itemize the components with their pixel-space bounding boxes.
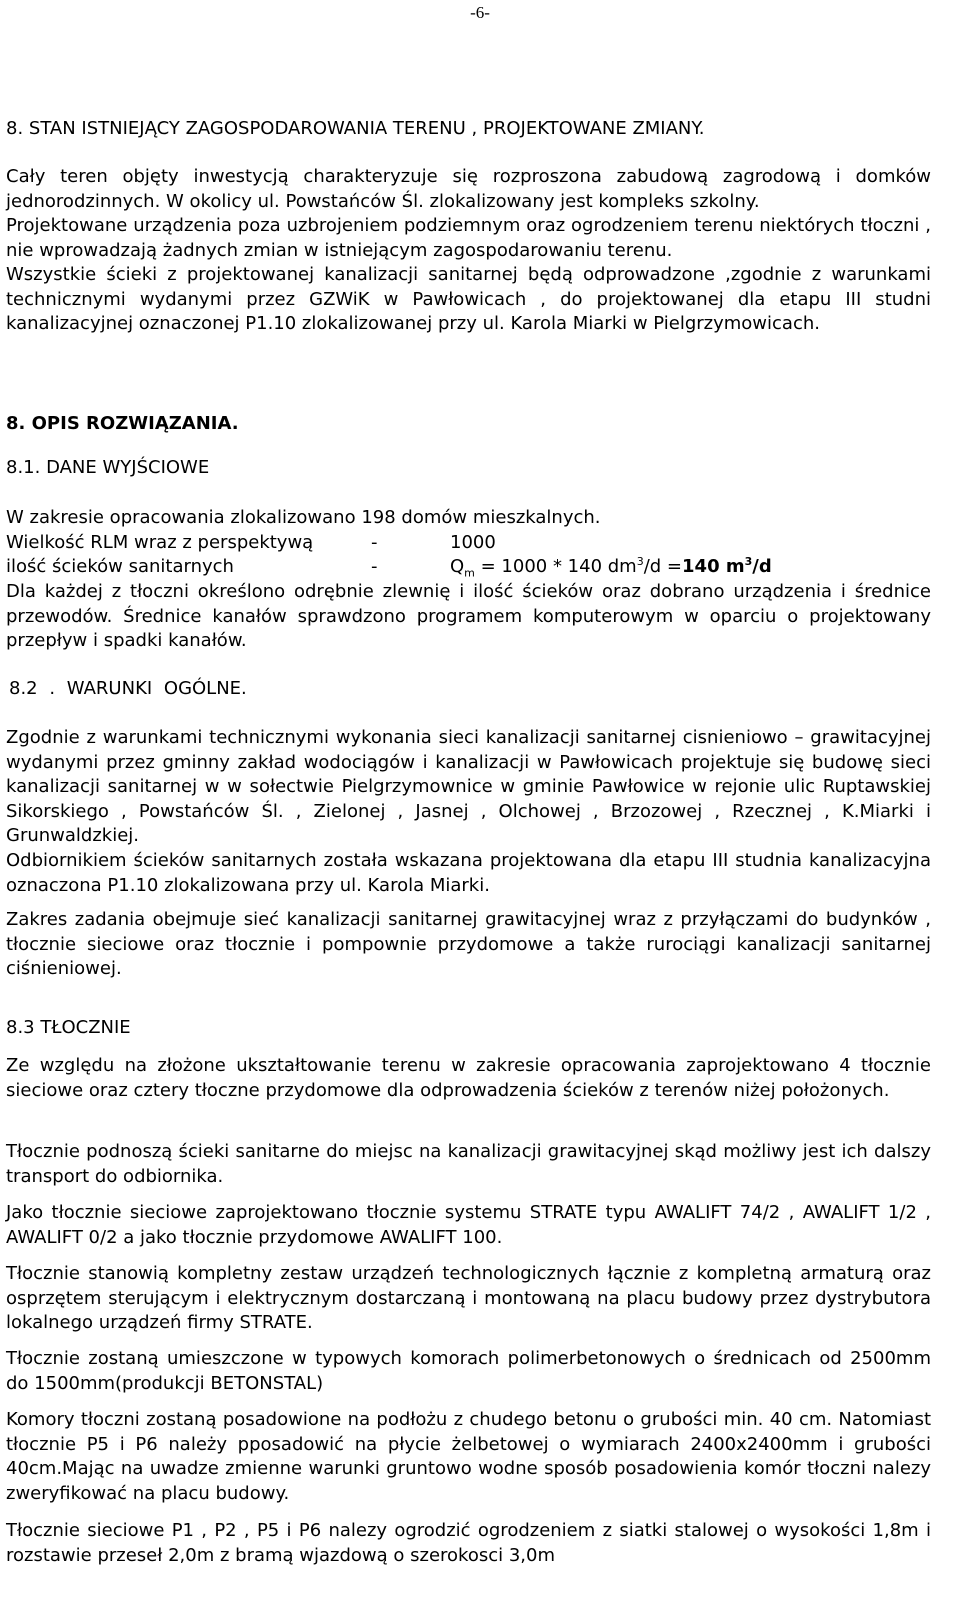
rlm-dash: - — [371, 532, 378, 553]
opis-heading: 8. OPIS ROZWIĄZANIA. — [6, 413, 239, 434]
section-8-heading: 8. STAN ISTNIEJĄCY ZAGOSPODAROWANIA TERENU , PROJEKTOWANE ZMIANY. — [6, 118, 705, 139]
tlocznie-paragraph-1: Ze względu na złożone ukształtowanie terenu w zakresie opracowania zaprojektowano 4 tłocznie sieciowe oraz cztery tłoczne przydomowe dla odprowadzenia ścieków z terenów niżej położonych. — [6, 1055, 931, 1101]
tlocznie-heading: 8.3 TŁOCZNIE — [6, 1017, 131, 1038]
tlocznie-paragraph-5: Tłocznie zostaną umieszczone w typowych komorach polimerbetonowych o średnicach od 2500mm do 1500mm(produkcji BETONSTAL) — [6, 1348, 931, 1394]
dane-paragraph: Dla każdej z tłoczni określono odrębnie zlewnię i ilość ścieków oraz dobrano urządzenia i średnice przewodów. Średnice kanałów sprawdzono programem komputerowym w oparciu o projektowany przepływ i spadki kanałów. — [6, 581, 931, 651]
warunki-paragraph-2: Odbiornikiem ścieków sanitarnych została wskazana projektowana dla etapu III studnia kanalizacyjna oznaczona P1.10 zlokalizowana przy ul. Karola Miarki. — [6, 850, 931, 896]
sewage-formula — [450, 555, 772, 579]
sewage-row — [6, 555, 931, 579]
dane-line-1: W zakresie opracowania zlokalizowano 198 domów mieszkalnych. — [6, 507, 601, 528]
sewage-result: 140 m — [682, 556, 745, 577]
sewage-sup-1: 3 — [636, 555, 644, 568]
sewage-formula-text: = 1000 * 140 dm — [474, 556, 637, 577]
sewage-sup-2: 3 — [744, 555, 753, 568]
tlocznie-paragraph-2: Tłocznie podnoszą ścieki sanitarne do miejsc na kanalizacji grawitacyjnej skąd możliwy jest ich dalszy transport do odbiornika. — [6, 1141, 931, 1187]
warunki-paragraph-3: Zakres zadania obejmuje sieć kanalizacji sanitarnej grawitacyjnej wraz z przyłączami do budynków , tłocznie sieciowe oraz tłocznie i pompownie przydomowe a także rurociągi kanalizacji sanitarnej ciśnieniowej. — [6, 909, 931, 979]
tlocznie-paragraph-3: Jako tłocznie sieciowe zaprojektowano tłocznie systemu STRATE typu AWALIFT 74/2 , AWALIFT 1/2 , AWALIFT 0/2 a jako tłocznie przydomowe AWALIFT 100. — [6, 1202, 931, 1248]
rlm-value: 1000 — [450, 532, 496, 553]
sewage-label: ilość ścieków sanitarnych — [6, 556, 234, 577]
sewage-dash: - — [371, 556, 378, 577]
tlocznie-paragraph-7: Tłocznie sieciowe P1 , P2 , P5 i P6 nalezy ogrodzić ogrodzeniem z siatki stalowej o wysokości 1,8m i rozstawie przeseł 2,0m z bramą wjazdową o szerokosci 3,0m — [6, 1520, 931, 1566]
rlm-row — [6, 531, 931, 555]
tlocznie-paragraph-6: Komory tłoczni zostaną posadowione na podłożu z chudego betonu o grubości min. 40 cm. Natomiast tłocznie P5 i P6 należy pposadowić na płycie żelbetowej o wymiarach 2400x2400mm i grubości 40cm.Mając na uwadze zmienne warunki gruntowo wodne sposób posadowienia komór tłoczni nalezy zweryfikować na placu budowy. — [6, 1409, 931, 1504]
sewage-q-sub: m — [464, 566, 475, 580]
warunki-paragraph-1: Zgodnie z warunkami technicznymi wykonania sieci kanalizacji sanitarnej cisnieniowo – grawitacyjnej wydanymi przez gminny zakład wodociągów i kanalizacji w Pawłowicach projektuje się budowę sieci kanalizacji sanitarnej w w sołectwie Pielgrzymownice w gminie Pawłowice w rejonie ulic Ruptawskiej Sikorskiego , Powstańców Śl. , Zielonej , Jasnej , Olchowej , Brzozowej , Rzecznej , K.Miarki i Grunwaldzkiej. — [6, 727, 931, 846]
section-8-paragraph-3: Wszystkie ścieki z projektowanej kanalizacji sanitarnej będą odprowadzone ,zgodnie z warunkami technicznymi wydanymi przez GZWiK w Pawłowicach , do projektowanej dla etapu III studni kanalizacyjnej oznaczonej P1.10 zlokalizowanej przy ul. Karola Miarki w Pielgrzymowicach. — [6, 264, 931, 334]
tlocznie-paragraph-4: Tłocznie stanowią kompletny zestaw urządzeń technologicznych łącznie z kompletną armaturą oraz osprzętem sterującym i elektrycznym dostarczaną i montowaną na placu budowy przez dystrybutora lokalnego urządzeń firmy STRATE. — [6, 1263, 931, 1333]
warunki-heading: 8.2 . WARUNKI OGÓLNE. — [9, 678, 247, 699]
sewage-result-2: /d — [752, 556, 772, 577]
section-8-paragraph-1: Cały teren objęty inwestycją charakteryzuje się rozproszona zabudową zagrodową i domków jednorodzinnych. W okolicy ul. Powstańców Śl. zlokalizowany jest kompleks szkolny. — [6, 166, 931, 212]
dane-heading: 8.1. DANE WYJŚCIOWE — [6, 457, 210, 478]
sewage-formula-text-2: /d = — [643, 556, 683, 577]
page-number: -6- — [470, 3, 490, 22]
rlm-label: Wielkość RLM wraz z perspektywą — [6, 532, 314, 553]
section-8-paragraph-2: Projektowane urządzenia poza uzbrojeniem podziemnym oraz ogrodzeniem terenu niektórych tłoczni , nie wprowadzają żadnych zmian w istniejącym zagospodarowaniu terenu. — [6, 215, 931, 261]
sewage-q: Q — [450, 556, 465, 577]
